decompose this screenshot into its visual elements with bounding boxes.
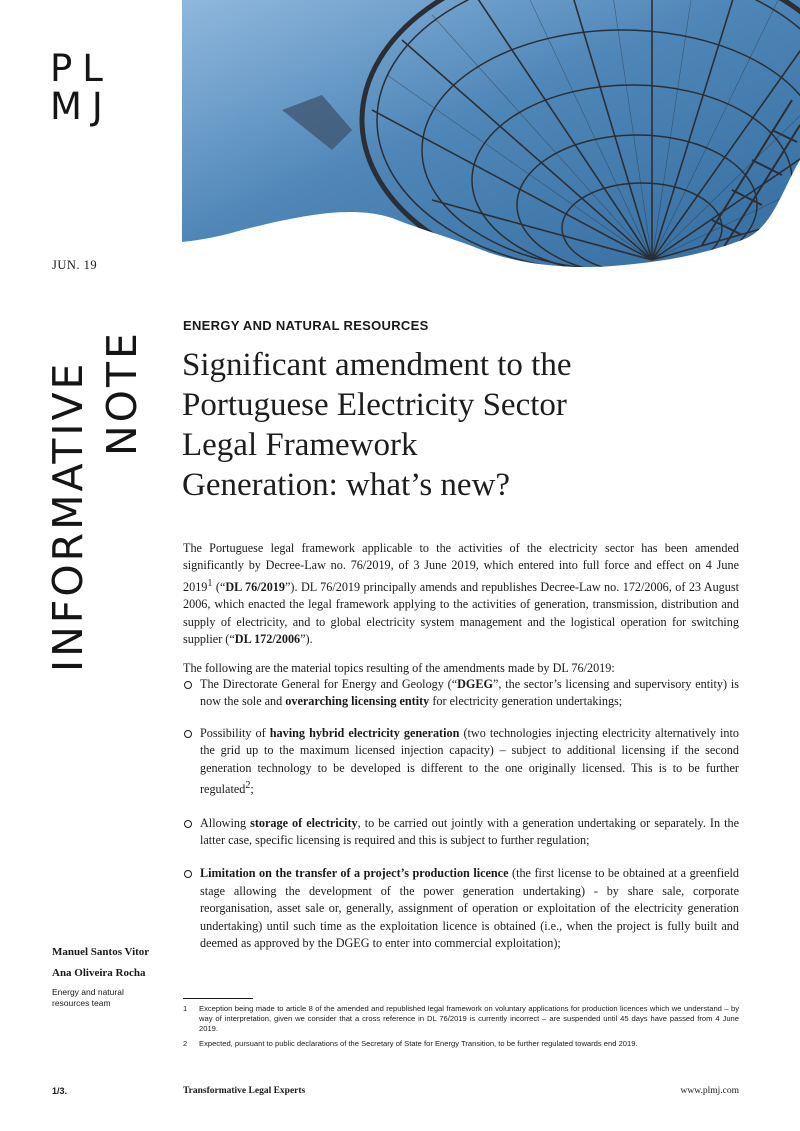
- logo-line-2: MJ: [50, 85, 113, 128]
- item-bold: DGEG: [457, 677, 493, 691]
- lead-paragraph: The following are the material topics resulting of the amendments made by DL 76/2019:: [183, 660, 615, 675]
- satellite-dish-photo: [182, 0, 800, 272]
- footnote-2: [183, 1039, 739, 1049]
- footnote-text: Expected, pursuant to public declarations of the Secretary of State for Energy Transition, to be further regulated towards end 2019.: [199, 1038, 638, 1048]
- item-text: ;: [250, 782, 254, 797]
- footnote-ref-1: 1: [207, 577, 213, 589]
- document-title: [182, 345, 702, 505]
- bullet-circle-icon: [184, 820, 192, 828]
- item-bold: having hybrid electricity generation: [269, 725, 460, 740]
- title-line-1: Significant amendment to the: [182, 347, 572, 383]
- logo-line-1: PL: [50, 47, 113, 90]
- list-item: [183, 676, 739, 711]
- list-item: [183, 725, 739, 799]
- section-heading: ENERGY AND NATURAL RESOURCES: [183, 318, 429, 333]
- bullet-circle-icon: [184, 730, 192, 738]
- hero-image: [182, 0, 800, 272]
- footer-tagline: Transformative Legal Experts: [183, 1086, 306, 1096]
- footnote-1: [183, 1004, 739, 1035]
- author-1: Manuel Santos Vitor: [52, 946, 150, 958]
- authors-block: [52, 946, 162, 1008]
- item-text: (the first license to be obtained at a greenfield stage allowing the development of the power generation undertaking) - by share sale, corporate reorganisation, asset sale or, generally, assignment of operation or exploitation of the electricity generation undertaking) until such time as the exploitation licence is obtained (i.e., when the project is fully built and deemed as approved by the DGEG to enter into commercial exploitation);: [200, 866, 739, 950]
- page-number: 1/3.: [52, 1086, 68, 1096]
- title-line-4: Generation: what’s new?: [182, 467, 511, 503]
- item-text: The Directorate General for Energy and Geology (“: [200, 677, 458, 691]
- item-bold: storage of electricity: [250, 815, 358, 830]
- author-2: Ana Oliveira Rocha: [52, 966, 146, 979]
- item-text: (two technologies injecting electricity alternatively into the grid up to the maximum licensed injection capacity) – subject to additional licensing if the second generation technology to be developed is different to the one originally licensed. This is to be further regulated: [200, 725, 740, 797]
- intro-bold-1: DL 76/2019: [225, 579, 285, 594]
- intro-paragraph: [183, 540, 739, 649]
- title-line-2: Portuguese Electricity Sector: [182, 387, 567, 423]
- intro-text-4: ”).: [300, 632, 313, 647]
- footnote-divider: [183, 998, 253, 999]
- list-item: [183, 865, 739, 952]
- intro-bold-2: DL 172/2006: [234, 632, 301, 647]
- body-text: [183, 540, 739, 688]
- title-line-3: Legal Framework: [182, 427, 418, 463]
- item-text: Allowing: [200, 815, 251, 830]
- team-name: Energy and natural resources team: [52, 987, 124, 1008]
- bullet-circle-icon: [184, 681, 192, 689]
- bullet-circle-icon: [184, 870, 192, 878]
- footnote-text: Exception being made to article 8 of the amended and republished legal framework on voluntary applications for production licences which we understand – by way of interpretation, given we consider that a cross reference in DL 76/2019 is currently incorrect – are suspended until 45 days have passed from 4 June 2019.: [199, 1004, 739, 1034]
- footnote-number: 2: [183, 1038, 188, 1048]
- item-text: , to be carried out jointly with a generation undertaking or separately. In the latter case, specific licensing is required and this is subject to further regulation;: [200, 815, 740, 847]
- item-bold: overarching licensing entity: [285, 694, 430, 709]
- publication-date: JUN. 19: [52, 258, 98, 272]
- footnote-ref-2: 2: [245, 780, 251, 792]
- intro-text-2: (“: [212, 579, 226, 594]
- amendments-list: [183, 676, 739, 952]
- item-text: for electricity generation undertakings;: [429, 694, 623, 709]
- item-bold: Limitation on the transfer of a project’s production licence: [200, 866, 509, 881]
- plmj-logo: [50, 47, 132, 128]
- item-text: ”, the sector’s licensing and supervisory entity) is now the sole and: [200, 677, 739, 709]
- footnotes: [183, 1004, 739, 1053]
- vertical-title-note: NOTE: [98, 330, 146, 456]
- item-text: Possibility of: [200, 725, 270, 740]
- intro-text-3: ”). DL 76/2019 principally amends and republishes Decree-Law no. 172/2006, of 23 August 2006, which enacted the legal framework applying to the activities of generation, transmission, distribution and supply of electricity, and to global electricity system management and the logistical operation for switching supplier (“: [183, 579, 739, 647]
- vertical-title-informative: INFORMATIVE: [44, 360, 92, 672]
- footnote-number: 1: [183, 1004, 188, 1013]
- list-item: [183, 815, 739, 850]
- intro-text-1: The Portuguese legal framework applicable to the activities of the electricity sector has been amended significantly by Decree-Law no. 76/2019, of 3 June 2019, which entered into full force and effect on 4 June 2019: [183, 541, 739, 594]
- website-link[interactable]: www.plmj.com: [680, 1086, 739, 1096]
